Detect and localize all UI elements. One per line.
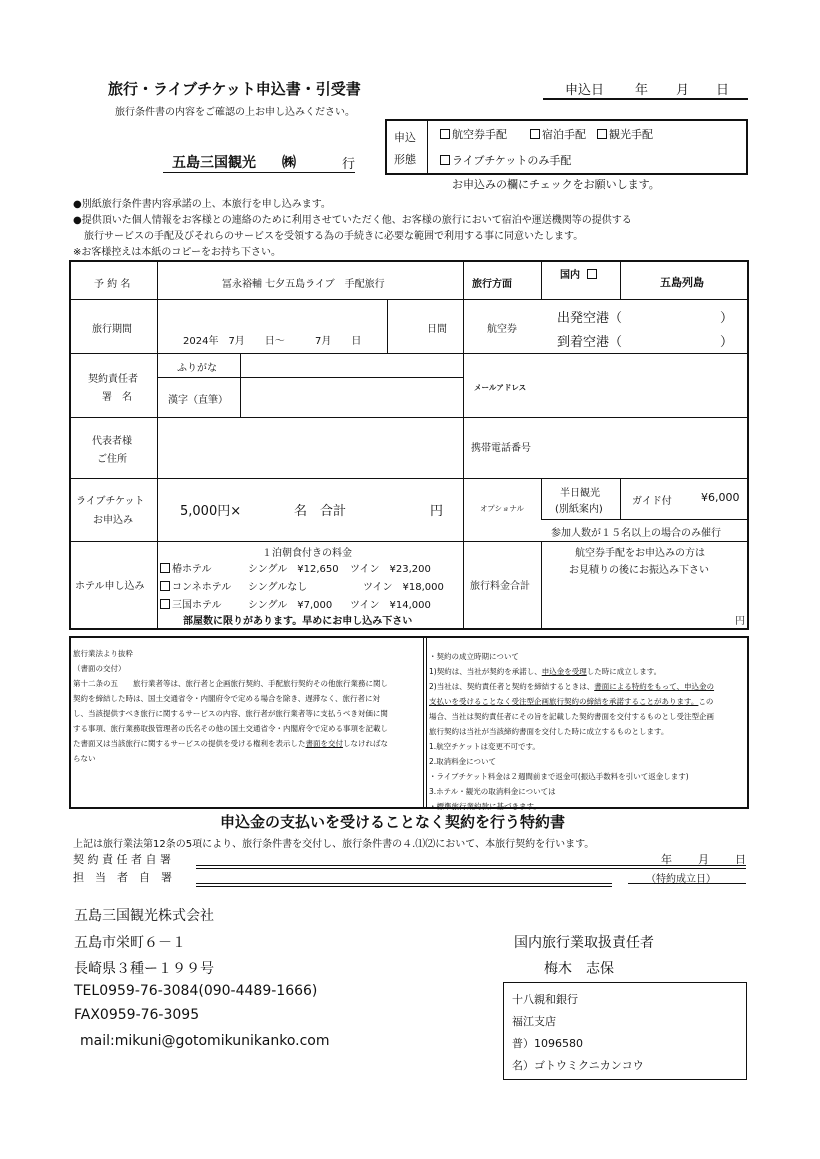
apply-type-label-1: 申込 — [394, 131, 416, 144]
law-right-2: 1)契約は、当社が契約を承諾し、申込金を受理した時に成立します。 — [429, 667, 662, 676]
law-right-5: 場合、当社は契約責任者にその旨を記載した契約書面を交付するものとし受注型企画 — [429, 712, 714, 721]
half-day-note: (別紙案内) — [555, 504, 603, 515]
bank-branch: 福江支店 — [512, 1015, 556, 1028]
law-left-6: する事項、旅行業務取扱管理者の氏名その他の国土交通省令・内閣府令で定める事項を記載し — [73, 724, 388, 733]
flight-checkbox[interactable] — [440, 129, 450, 139]
domestic-option[interactable]: 国内 — [560, 266, 599, 281]
address-label-2: ご住所 — [97, 454, 127, 465]
ticket-label-1: ライブチケット — [76, 496, 145, 507]
agency-name: 五島三国観光 — [172, 155, 256, 171]
hotel-option-tsubaki[interactable]: 椿ホテル — [160, 560, 212, 575]
manager-title: 国内旅行業取扱責任者 — [514, 935, 654, 951]
bank-account: 普）1096580 — [512, 1037, 583, 1050]
air-ticket-label: 航空券 — [487, 324, 517, 335]
arrive-airport[interactable]: 到着空港（ — [557, 335, 623, 350]
law-right-7: 1.航空チケットは変更不可です。 — [429, 742, 540, 751]
hotel-header: １泊朝食付きの料金 — [262, 548, 352, 559]
option-ticket-only[interactable]: ライブチケットのみ手配 — [440, 152, 571, 168]
apply-year-label: 年 — [635, 83, 649, 98]
law-right-4: 支払いを受けることなく受注型企画旅行契約の締結を承諾することがあります。この — [429, 697, 714, 706]
established-year: 年 — [661, 853, 672, 866]
hotel-twin-price: ツイン ¥23,200 — [350, 564, 431, 575]
optional-label: オプショナル — [480, 504, 524, 513]
bank-holder: 名）ゴトウミクニカンコウ — [512, 1059, 644, 1072]
manager-name: 梅木 志保 — [544, 961, 614, 977]
law-left-2: （書面の交付） — [73, 664, 126, 673]
company-license: 長崎県３種ー１９９号 — [74, 961, 214, 977]
ticket-label-2: お申込み — [93, 515, 133, 526]
guide-label: ガイド付 — [632, 496, 672, 507]
mikuni-checkbox[interactable] — [160, 599, 170, 609]
company-email[interactable]: mail:mikuni@gotomikunikanko.com — [80, 1033, 330, 1049]
notice-3: 旅行サービスの手配及びそれらのサービスを受領する為の手続きに必要な範囲で利用する事に同意いたします。 — [84, 231, 584, 242]
hotel-checkbox[interactable] — [530, 129, 540, 139]
agency-underline — [163, 172, 355, 173]
hotel-option-conne[interactable]: コンネホテル — [160, 578, 231, 593]
staff-sign-label: 担 当 者 自 署 — [73, 871, 172, 884]
hotel-single-price: シングル ¥12,650 — [248, 564, 339, 575]
law-left-1: 旅行業法より抜粋 — [73, 649, 133, 658]
law-left-8: らない — [73, 754, 96, 763]
depart-airport[interactable]: 出発空港（ — [557, 311, 623, 326]
tsubaki-checkbox[interactable] — [160, 563, 170, 573]
ticket-price: 5,000円× — [180, 504, 242, 519]
notice-2: ●提供頂いた個人情報をお客様との連絡のために利用させていただく他、お客様の旅行において宿泊や運送機関等の提供する — [73, 215, 632, 226]
law-left-4: 契約を締結した時は、国土交通省令・内閣府令で定める場合を除き、遅滞なく、旅行者に対 — [73, 694, 381, 703]
hotel-twin-price: ツイン ¥18,000 — [363, 582, 444, 593]
law-right-6: 旅行契約は当社が当該締約書面を交付した時に成立するものとします。 — [429, 727, 669, 736]
law-right-9: ・ライブチケット料金は２週間前まで返金可(振込手数料を引いて返金します) — [429, 772, 689, 781]
established-day: 日 — [735, 853, 746, 866]
hotel-label: ホテル申し込み — [75, 581, 145, 592]
apply-type-label-2: 形態 — [394, 153, 416, 166]
total-note-1: 航空券手配をお申込みの方は — [575, 548, 705, 559]
company-name: 五島三国観光株式会社 — [74, 908, 214, 924]
tour-name-label: 予 約 名 — [94, 279, 131, 290]
special-contract-title: 申込金の支払いを受けることなく契約を行う特約書 — [220, 813, 566, 831]
depart-paren: ） — [720, 311, 734, 326]
option-hotel[interactable]: 宿泊手配 — [530, 126, 586, 142]
contractor-label-2: 署 名 — [102, 392, 132, 403]
hotel-single-price: シングルなし — [248, 582, 308, 593]
notice-1: ●別紙旅行条件書内容承諾の上、本旅行を申し込みます。 — [73, 199, 331, 210]
form-subtitle: 旅行条件書の内容をご確認の上お申し込みください。 — [115, 107, 355, 118]
min-people-note: 参加人数が１５名以上の場合のみ催行 — [551, 528, 721, 539]
tour-name: 冨永裕輔 七夕五島ライブ 手配旅行 — [222, 279, 385, 290]
option-flight[interactable]: 航空券手配 — [440, 126, 507, 142]
law-right-8: 2.取消料金について — [429, 757, 497, 766]
notice-4: ※お客様控えは本紙のコピーをお持ち下さい。 — [73, 247, 281, 258]
nights-label: 日間 — [427, 324, 447, 335]
ticket-yen: 円 — [430, 504, 444, 519]
hotel-option-mikuni[interactable]: 三国ホテル — [160, 596, 222, 611]
hotel-note: 部屋数に限りがあります。早めにお申し込み下さい — [183, 616, 413, 627]
law-left-3: 第十二条の五 旅行業者等は、旅行者と企画旅行契約、手配旅行契約その他旅行業務に関し — [73, 679, 388, 688]
company-tel: TEL0959-76-3084(090-4489-1666) — [74, 983, 318, 999]
email-label: メールアドレス — [474, 383, 527, 392]
furigana-label: ふりがな — [177, 363, 217, 374]
apply-type-note: お申込みの欄にチェックをお願いします。 — [452, 178, 660, 191]
half-day-tour: 半日観光 — [560, 488, 600, 499]
ticket-people[interactable]: 名 合計 — [294, 504, 347, 519]
form-title: 旅行・ライブチケット申込書・引受書 — [108, 80, 361, 98]
staff-sign-line[interactable] — [196, 883, 612, 884]
domestic-checkbox[interactable] — [587, 269, 597, 279]
law-left-5: し、当該提供すべき旅行に関するサービスの内容、旅行者が旅行業者等に支払うべき対価に関 — [73, 709, 388, 718]
total-yen: 円 — [735, 616, 745, 627]
kanji-label: 漢字（直筆） — [168, 395, 228, 406]
company-fax: FAX0959-76-3095 — [74, 1007, 200, 1023]
established-month: 月 — [698, 853, 709, 866]
guide-price: ¥6,000 — [701, 491, 740, 504]
law-left-7: た書面又は当該旅行に関するサービスの提供を受ける権利を表示した書面を交付しなければな — [73, 739, 388, 748]
destination-label: 旅行方面 — [472, 279, 512, 290]
apply-date-label: 申込日 — [565, 83, 605, 98]
ticket-only-checkbox[interactable] — [440, 155, 450, 165]
company-address: 五島市栄町６－１ — [74, 935, 186, 951]
period-label: 旅行期間 — [92, 324, 132, 335]
law-right-3: 2)当社は、契約責任者と契約を締結するときは、書面による特約をもって、申込金の — [429, 682, 715, 691]
contractor-sign-label: 契 約 責 任 者 自 署 — [73, 853, 171, 866]
apply-day-label: 日 — [716, 83, 730, 98]
agency-mark: ㈱ — [282, 155, 296, 171]
address-label-1: 代表者様 — [92, 436, 132, 447]
phone-label: 携帯電話番号 — [471, 443, 531, 454]
apply-month-label: 月 — [676, 83, 690, 98]
law-right-10: 3.ホテル・観光の取消料金については — [429, 787, 556, 796]
total-note-2: お見積りの後にお振込み下さい — [569, 565, 709, 576]
hotel-twin-price: ツイン ¥14,000 — [350, 600, 431, 611]
bank-name: 十八親和銀行 — [512, 993, 578, 1006]
total-label: 旅行料金合計 — [470, 581, 530, 592]
law-right-1: ・契約の成立時期について — [429, 652, 519, 661]
period-start[interactable]: 2024年 7月 日〜 — [183, 336, 285, 347]
sightseeing-checkbox[interactable] — [597, 129, 607, 139]
agency-suffix: 行 — [342, 157, 356, 172]
period-end[interactable]: 7月 日 — [315, 336, 362, 347]
hotel-single-price: シングル ¥7,000 — [248, 600, 333, 611]
date-underline — [543, 98, 748, 100]
special-contract-desc: 上記は旅行業法第12条の5項により、旅行条件書を交付し、旅行条件書の４.⑴⑵において、本旅行契約を行います。 — [73, 839, 595, 850]
arrive-paren: ） — [720, 335, 734, 350]
contractor-label-1: 契約責任者 — [88, 374, 138, 385]
option-sightseeing[interactable]: 観光手配 — [597, 126, 653, 142]
law-right-11: ・標準旅行業約款に基づきます。 — [429, 802, 541, 811]
destination: 五島列島 — [660, 276, 704, 289]
established-label: （特約成立日） — [646, 874, 716, 885]
conne-checkbox[interactable] — [160, 581, 170, 591]
